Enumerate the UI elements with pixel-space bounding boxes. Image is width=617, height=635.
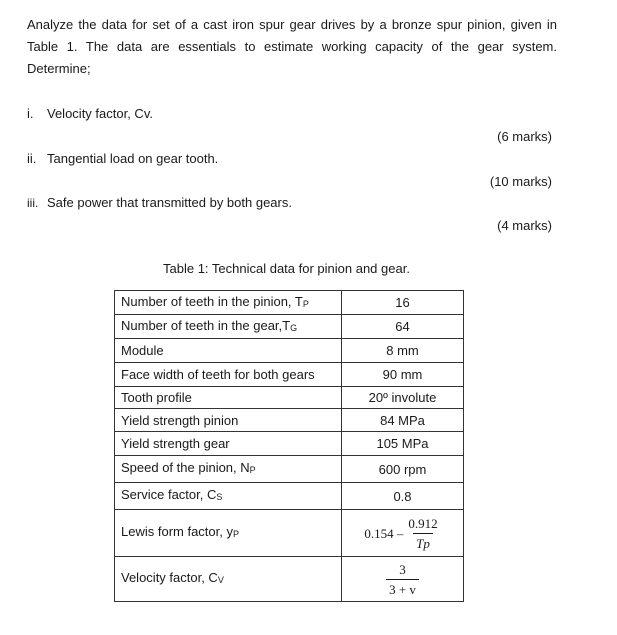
value-cell: 16 [342,291,464,315]
table-row [115,387,464,409]
fraction [405,516,440,551]
table-row [115,456,464,483]
value-cell: 8 mm [342,339,464,363]
question-intro: Analyze the data for set of a cast iron spur gear drives by a bronze spur pinion, given in Table 1. The data are essentials to estimate working capacity of the gear system. Determine; [27,17,557,76]
question-text: Safe power that transmitted by both gears. [47,195,292,210]
param-cell: Yield strength gear [115,432,342,456]
question-text: Tangential load on gear tooth. [47,151,219,166]
param-cell: Yield strength pinion [115,409,342,432]
fraction [386,562,419,597]
marks-label: (10 marks) [489,174,552,189]
param-cell: Service factor, CS [115,483,342,510]
param-cell: Tooth profile [115,387,342,409]
fraction-numerator: 3 [399,561,406,577]
value-cell: 0.8 [342,483,464,510]
table-row [115,339,464,363]
marks-label: (4 marks) [497,218,552,233]
param-cell: Velocity factor, CV [115,557,342,602]
question-item-iii [27,195,292,211]
param-cell: Lewis form factor, yP [115,510,342,557]
param-cell: Number of teeth in the pinion, TP [115,291,342,315]
value-cell: 600 rpm [342,456,464,483]
question-item-i [27,106,153,122]
formula-lead-term: 0.154 – [364,525,404,541]
value-cell: 105 MPa [342,432,464,456]
question-number: i. [27,106,34,121]
value-cell: 20º involute [342,387,464,409]
param-cell: Module [115,339,342,363]
param-cell: Speed of the pinion, NP [115,456,342,483]
fraction-denominator: 3 + v [386,579,419,597]
table-row [115,483,464,510]
table-row [115,510,464,557]
value-cell: 64 [342,315,464,339]
lewis-formula-cell [342,510,464,557]
value-cell: 84 MPa [342,409,464,432]
question-number: ii. [27,151,37,166]
lewis-formula [364,516,440,551]
param-cell: Number of teeth in the gear,TG [115,315,342,339]
table-caption: Table 1: Technical data for pinion and gear. [163,261,410,276]
velocity-formula-cell [342,557,464,602]
fraction-denominator: Tp [413,533,433,551]
value-cell: 90 mm [342,363,464,387]
table-row [115,291,464,315]
question-text: Velocity factor, Cv. [47,106,153,121]
table-row [115,557,464,602]
table-row [115,315,464,339]
fraction-numerator: 0.912 [408,515,438,531]
param-cell: Face width of teeth for both gears [115,363,342,387]
marks-label: (6 marks) [497,129,552,144]
table-row [115,432,464,456]
table-row [115,363,464,387]
question-item-ii [27,151,218,167]
technical-data-table [114,290,464,602]
table-row [115,409,464,432]
question-number: iii. [27,196,39,210]
